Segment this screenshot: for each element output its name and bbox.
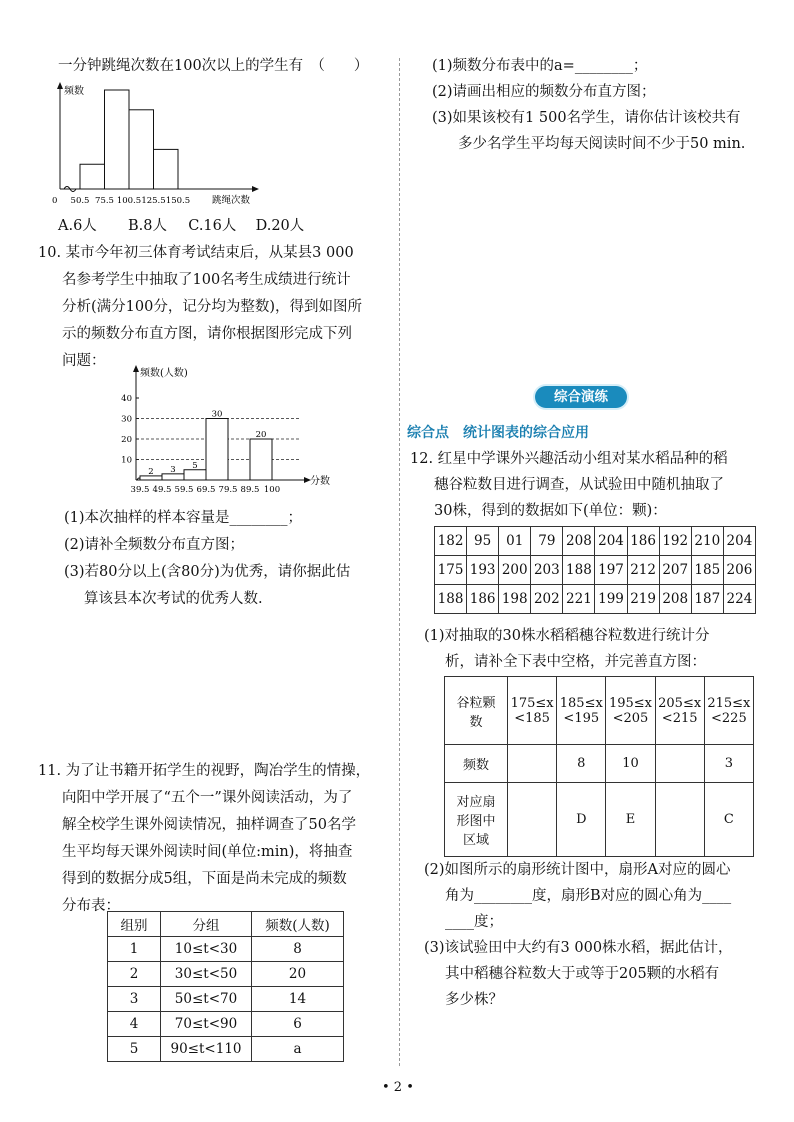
- header-line: 谷粒颗: [456, 695, 496, 711]
- table-cell: 1: [108, 937, 161, 962]
- q10-part-2: (2)请补全频数分布直方图；: [64, 537, 245, 553]
- table-cell: [655, 783, 704, 857]
- bar-data-label: 3: [170, 464, 176, 475]
- q10-part-1: (1)本次抽样的样本容量是________；: [64, 510, 303, 526]
- table-cell: 8: [252, 937, 344, 962]
- q12-part3-3: 多少株？: [445, 992, 503, 1008]
- q11-stem-5: 得到的数据分成5组，下面是尚未完成的频数: [62, 871, 347, 887]
- header-line: <225: [711, 710, 747, 726]
- y-tick-label: 40: [121, 394, 132, 404]
- header-line: 数: [469, 714, 483, 730]
- x-tick-label: 100: [263, 485, 281, 495]
- bar: [129, 110, 154, 189]
- table-cell: D: [557, 783, 606, 857]
- q12-part3-1: (3)该试验田中大约有3 000株水稻，据此估计，: [424, 940, 733, 956]
- bar: [105, 90, 130, 189]
- table-cell: 208: [563, 527, 595, 556]
- page-number: • 2 •: [382, 1080, 414, 1095]
- table-cell: 219: [627, 585, 659, 614]
- table-cell: 90≤t<110: [161, 1037, 252, 1062]
- table-cell: 8: [557, 745, 606, 783]
- header-line: 175≤x: [510, 695, 554, 711]
- q10-part-3: (3)若80分以上(含80分)为优秀，请你据此估: [64, 564, 351, 580]
- q11-header-group: 组别: [108, 912, 161, 937]
- table-cell: 198: [499, 585, 531, 614]
- freq-header-cell: [655, 677, 704, 745]
- table-cell: 187: [691, 585, 723, 614]
- table-cell: 01: [499, 527, 531, 556]
- region-line: 区域: [462, 833, 489, 848]
- header-line: <185: [514, 710, 550, 726]
- table-cell: 210: [691, 527, 723, 556]
- table-cell: 95: [467, 527, 499, 556]
- q12-part2-2: 角为________度，扇形B对应的圆心角为____: [445, 888, 732, 904]
- header-line: 185≤x: [559, 695, 603, 711]
- table-cell: 202: [531, 585, 563, 614]
- table-cell: 193: [467, 556, 499, 585]
- freq-header-cell: [508, 677, 557, 745]
- table-cell: 3: [108, 987, 161, 1012]
- q11-stem-1: 11. 为了让书籍开拓学生的视野，陶冶学生的情操，: [38, 763, 371, 779]
- table-cell: 188: [435, 585, 467, 614]
- q12-data-table: [434, 526, 756, 614]
- q11-part-3: (3)如果该校有1 500名学生，请你估计该校共有: [432, 110, 741, 126]
- table-cell: 207: [659, 556, 691, 585]
- freq-header-cell: [606, 677, 655, 745]
- q11-part-2: (2)请画出相应的频数分布直方图；: [432, 84, 656, 100]
- bar: [80, 164, 105, 189]
- bar: [206, 419, 228, 481]
- table-cell: C: [704, 783, 753, 857]
- y-tick-label: 20: [121, 435, 132, 445]
- x-tick-label: 89.5: [240, 485, 260, 495]
- freq-header-cell: [557, 677, 606, 745]
- table-cell: 206: [723, 556, 755, 585]
- table-cell: 208: [659, 585, 691, 614]
- q11-stem-3: 解全校学生课外阅读情况，抽样调查了50名学: [62, 817, 356, 833]
- table-cell: 30≤t<50: [161, 962, 252, 987]
- region-label-cell: [445, 783, 508, 857]
- q9-stem: 一分钟跳绳次数在100次以上的学生有 （ ）: [58, 58, 369, 74]
- q10-stem-2: 名参考学生中抽取了100名考生成绩进行统计: [62, 272, 351, 288]
- q12-frequency-table: [444, 676, 754, 857]
- x-axis-label: 分数: [310, 476, 330, 487]
- table-cell: 5: [108, 1037, 161, 1062]
- table-cell: E: [606, 783, 655, 857]
- x-tick-label: 150.5: [165, 196, 191, 206]
- table-cell: 186: [627, 527, 659, 556]
- table-cell: 203: [531, 556, 563, 585]
- table-cell: 10≤t<30: [161, 937, 252, 962]
- x-tick-label: 50.5: [70, 196, 90, 206]
- header-line: 215≤x: [707, 695, 751, 711]
- q11-frequency-table: [107, 911, 344, 1062]
- q9-option-d[interactable]: D.20人: [255, 218, 305, 234]
- q12-part2-1: (2)如图所示的扇形统计图中，扇形A对应的圆心: [424, 862, 731, 878]
- q10-histogram: [110, 364, 345, 498]
- x-axis-label: 跳绳次数: [212, 195, 251, 206]
- table-cell: [655, 745, 704, 783]
- table-cell: 212: [627, 556, 659, 585]
- q12-stem-3: 30株，得到的数据如下(单位：颗)：: [434, 503, 667, 519]
- x-tick-label: 69.5: [196, 485, 216, 495]
- q11-header-count: 频数(人数): [252, 912, 344, 937]
- table-cell: 192: [659, 527, 691, 556]
- table-cell: 20: [252, 962, 344, 987]
- table-cell: 185: [691, 556, 723, 585]
- q11-stem-4: 生平均每天课外阅读时间(单位:min)，将抽查: [62, 844, 353, 860]
- bar-data-label: 30: [211, 409, 223, 420]
- x-tick-label: 100.5: [116, 196, 142, 206]
- y-axis-label: 频数(人数): [140, 368, 188, 379]
- table-cell: 204: [595, 527, 627, 556]
- q9-histogram: [52, 80, 262, 210]
- table-cell: 6: [252, 1012, 344, 1037]
- table-cell: 79: [531, 527, 563, 556]
- table-cell: 175: [435, 556, 467, 585]
- table-cell: 4: [108, 1012, 161, 1037]
- q12-part2-3: ____度；: [445, 914, 503, 930]
- table-cell: 186: [467, 585, 499, 614]
- table-cell: 197: [595, 556, 627, 585]
- q9-option-a[interactable]: A.6人: [58, 218, 97, 234]
- y-tick-label: 10: [121, 455, 132, 466]
- q9-option-c[interactable]: C.16人: [188, 218, 237, 234]
- x-tick-label: 39.5: [130, 485, 150, 495]
- table-cell: 224: [723, 585, 755, 614]
- table-cell: [508, 745, 557, 783]
- header-line: <215: [661, 710, 698, 726]
- table-cell: 70≤t<90: [161, 1012, 252, 1037]
- table-cell: 3: [704, 745, 753, 783]
- table-cell: 188: [563, 556, 595, 585]
- q12-part1-1: (1)对抽取的30株水稻稻穗谷粒数进行统计分: [424, 628, 710, 644]
- q11-part-3b: 多少名学生平均每天阅读时间不少于50 min.: [458, 136, 746, 152]
- table-cell: 14: [252, 987, 344, 1012]
- table-cell: 182: [435, 527, 467, 556]
- origin-label: 0: [52, 196, 58, 206]
- table-cell: 50≤t<70: [161, 987, 252, 1012]
- q10-stem-1: 10. 某市今年初三体育考试结束后，从某县3 000: [38, 245, 354, 261]
- q10-part-3b: 算该县本次考试的优秀人数.: [84, 591, 263, 607]
- q10-stem-4: 示的频数分布直方图，请你根据图形完成下列: [62, 326, 352, 342]
- q12-part3-2: 其中稻穗谷粒数大于或等于205颗的水稻有: [445, 966, 720, 982]
- table-cell: 10: [606, 745, 655, 783]
- section-badge: 综合演练: [535, 386, 627, 408]
- x-tick-label: 59.5: [174, 485, 194, 495]
- q10-stem-5: 问题：: [62, 353, 106, 369]
- q11-stem-6: 分布表：: [62, 898, 120, 914]
- bar-data-label: 5: [192, 460, 198, 471]
- bar-data-label: 2: [148, 466, 154, 477]
- freq-header-cell: [445, 677, 508, 745]
- x-tick-label: 75.5: [95, 196, 114, 206]
- freq-header-cell: [704, 677, 753, 745]
- bar: [184, 470, 206, 480]
- q12-part1-2: 析，请补全下表中空格，并完善直方图：: [445, 654, 706, 670]
- table-cell: 199: [595, 585, 627, 614]
- column-divider: [399, 58, 400, 1066]
- q9-options: [58, 216, 304, 236]
- region-line: 对应扇: [456, 795, 496, 810]
- bar-data-label: 20: [255, 430, 267, 440]
- header-line: 205≤x: [658, 695, 702, 711]
- header-line: <205: [612, 710, 649, 726]
- region-line: 形图中: [456, 814, 496, 829]
- q12-stem-2: 穗谷粒数目进行调查，从试验田中随机抽取了: [434, 477, 724, 493]
- y-axis-arrow: [133, 365, 139, 372]
- q12-stem-1: 12. 红星中学课外兴趣活动小组对某水稻品种的稻: [410, 451, 728, 467]
- bar: [250, 439, 272, 480]
- y-axis-label: 频数: [64, 86, 84, 97]
- table-cell: [508, 783, 557, 857]
- table-cell: 200: [499, 556, 531, 585]
- x-axis-arrow: [252, 186, 259, 192]
- table-cell: 221: [563, 585, 595, 614]
- bar: [154, 149, 179, 189]
- header-line: <195: [563, 710, 600, 726]
- x-tick-label: 49.5: [152, 485, 172, 495]
- q10-stem-3: 分析(满分100分，记分均为整数)，得到如图所: [62, 299, 362, 315]
- q9-option-b[interactable]: B.8人: [128, 218, 168, 234]
- q11-part-1: (1)频数分布表中的a=________；: [432, 58, 648, 74]
- header-line: 195≤x: [608, 695, 652, 711]
- x-tick-label: 125.5: [141, 196, 166, 206]
- y-tick-label: 30: [121, 414, 132, 425]
- table-cell: 2: [108, 962, 161, 987]
- table-cell: 204: [723, 527, 755, 556]
- q11-header-range: 分组: [161, 912, 252, 937]
- y-axis-arrow: [57, 82, 63, 89]
- q11-stem-2: 向阳中学开展了“五个一”课外阅读活动，为了: [62, 790, 353, 806]
- table-cell: 频数: [445, 745, 508, 783]
- x-tick-label: 79.5: [218, 485, 238, 495]
- section-heading: 综合点 统计图表的综合应用: [407, 425, 589, 441]
- table-cell: a: [252, 1037, 344, 1062]
